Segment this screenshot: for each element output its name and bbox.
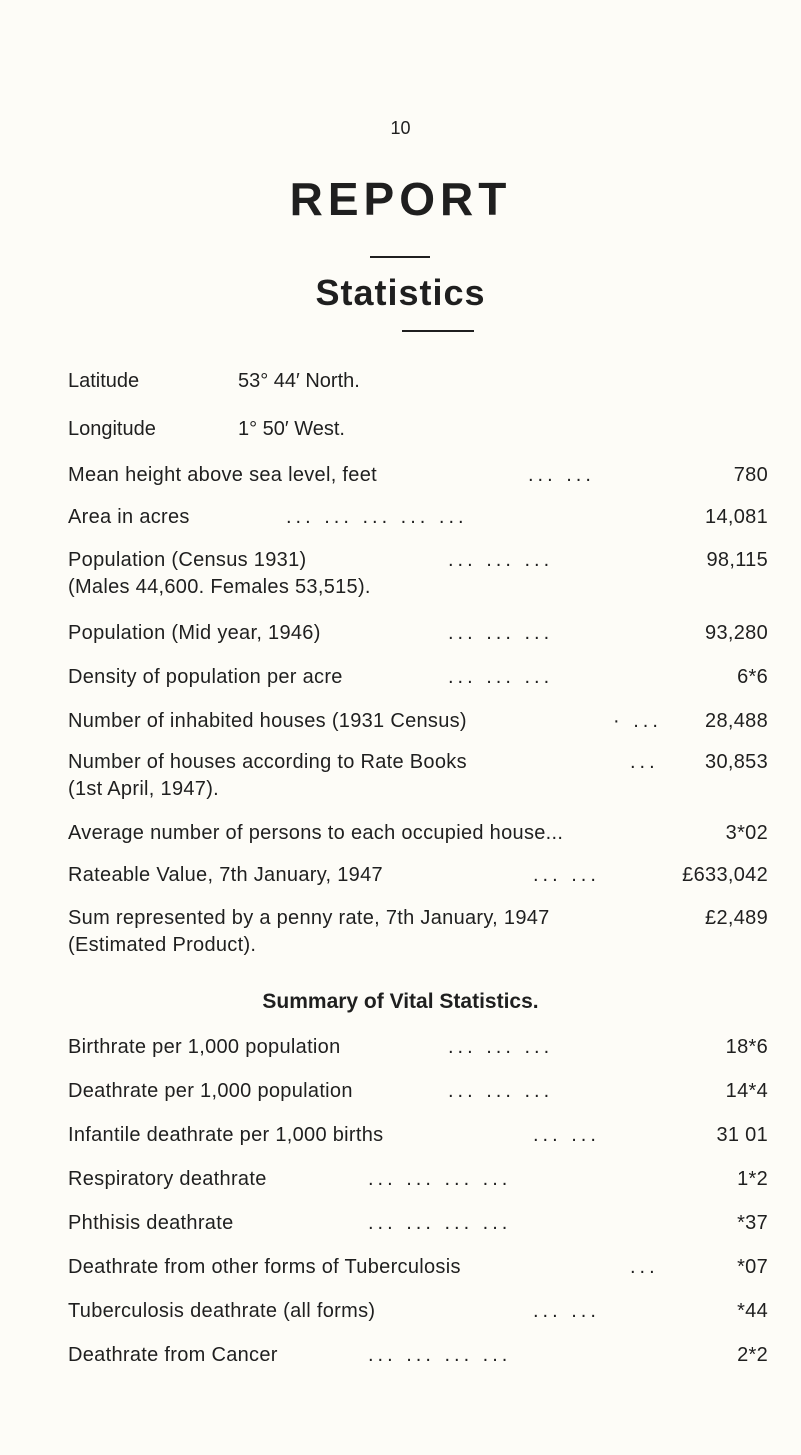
- leader-dots: ... ... ...: [448, 622, 554, 644]
- report-title: REPORT: [289, 173, 512, 225]
- leader-dots: ... ... ...: [448, 1036, 554, 1058]
- vital-label: Respiratory deathrate: [68, 1168, 267, 1190]
- vital-label: Infantile deathrate per 1,000 births: [68, 1124, 384, 1146]
- stat-label: Number of houses according to Rate Books: [68, 751, 467, 773]
- vital-label: Deathrate per 1,000 population: [68, 1080, 353, 1102]
- stat-label: Density of population per acre: [68, 666, 343, 688]
- vital-label: Tuberculosis deathrate (all forms): [68, 1300, 376, 1322]
- stat-value: £633,042: [682, 864, 768, 886]
- stat-label: Area in acres: [68, 506, 190, 528]
- stat-value: 93,280: [705, 622, 768, 644]
- page-number: 10: [390, 118, 411, 138]
- stat-label: Sum represented by a penny rate, 7th January, 1947: [68, 907, 550, 929]
- vital-label: Deathrate from Cancer: [68, 1344, 278, 1366]
- stat-value: £2,489: [705, 907, 768, 929]
- leader-dots: ... ...: [533, 864, 600, 886]
- stat-value: 28,488: [705, 710, 768, 732]
- leader-dots: ... ... ... ... ...: [286, 506, 468, 528]
- vital-value: 31 01: [716, 1124, 768, 1146]
- leader-dots: ... ... ... ...: [368, 1212, 512, 1234]
- leader-dots: ... ...: [533, 1300, 600, 1322]
- stat-value: 98,115: [706, 549, 768, 571]
- leader-dots: ... ...: [533, 1124, 600, 1146]
- stat-label: Mean height above sea level, feet: [68, 464, 377, 486]
- leader-dots: ... ... ...: [448, 549, 554, 571]
- vital-label: Birthrate per 1,000 population: [68, 1036, 341, 1058]
- stat-label: Population (Census 1931): [68, 549, 307, 571]
- stat-label: Rateable Value, 7th January, 1947: [68, 864, 383, 886]
- subtitle-divider: [402, 330, 474, 332]
- title-divider: [370, 256, 430, 258]
- vital-value: 14*4: [725, 1080, 768, 1102]
- leader-dots: · ...: [613, 710, 662, 732]
- vital-label: Phthisis deathrate: [68, 1212, 234, 1234]
- longitude-line: [68, 418, 345, 441]
- stat-value: 14,081: [705, 506, 768, 528]
- latitude-label: Latitude: [68, 370, 140, 392]
- stat-value: 30,853: [705, 751, 768, 773]
- vital-label: Deathrate from other forms of Tuberculosis: [68, 1256, 461, 1278]
- stat-note: (Males 44,600. Females 53,515).: [68, 576, 371, 598]
- stat-label: Number of inhabited houses (1931 Census): [68, 710, 467, 732]
- stat-value: 3*02: [725, 822, 768, 844]
- vital-value: *07: [737, 1256, 768, 1278]
- latitude-line: [68, 370, 360, 393]
- stat-value: 780: [733, 464, 768, 486]
- stat-note: (Estimated Product).: [68, 934, 257, 956]
- leader-dots: ... ... ...: [448, 1080, 554, 1102]
- leader-dots: ... ... ... ...: [368, 1168, 512, 1190]
- statistics-heading: Statistics: [315, 272, 486, 313]
- stat-value: 6*6: [737, 666, 768, 688]
- leader-dots: ... ...: [528, 464, 595, 486]
- leader-dots: ... ... ... ...: [368, 1344, 512, 1366]
- latitude-value: 53° 44′ North.: [238, 370, 360, 392]
- vital-value: 18*6: [725, 1036, 768, 1058]
- leader-dots: ...: [630, 751, 659, 773]
- longitude-value: 1° 50′ West.: [238, 418, 345, 440]
- vital-value: 2*2: [737, 1344, 768, 1366]
- vital-value: *37: [737, 1212, 768, 1234]
- stat-note: (1st April, 1947).: [68, 778, 220, 800]
- leader-dots: ... ... ...: [448, 666, 554, 688]
- leader-dots: ...: [630, 1256, 659, 1278]
- longitude-label: Longitude: [68, 418, 156, 440]
- stat-label: Population (Mid year, 1946): [68, 622, 321, 644]
- vital-value: *44: [737, 1300, 768, 1322]
- vital-statistics-heading: Summary of Vital Statistics.: [262, 990, 539, 1013]
- stat-label: Average number of persons to each occupied house...: [68, 822, 564, 844]
- vital-value: 1*2: [737, 1168, 768, 1190]
